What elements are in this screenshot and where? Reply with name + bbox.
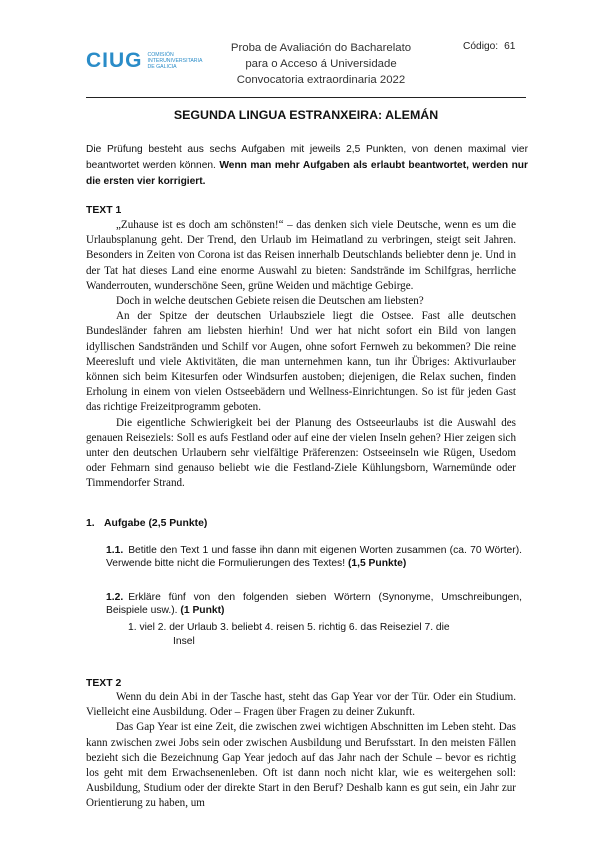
- subtask-points: (1 Punkt): [180, 605, 225, 616]
- instructions-text: Die Prüfung besteht aus sechs Aufgaben mit jeweils 2,5 Punkten, von denen maximal vier beantwortet werden können.: [86, 144, 528, 171]
- subtask-number: 1.2.: [106, 592, 124, 603]
- subtask-text: Erkläre fünf von den folgenden sieben Wörtern (Synonyme, Umschreibungen, Beispiele usw.).: [106, 592, 522, 616]
- task1-number: 1.: [86, 518, 95, 529]
- header-divider: [86, 97, 526, 98]
- subtask-points: (1,5 Punkte): [347, 558, 407, 569]
- task1-subtask-2: [106, 591, 522, 617]
- text2-heading: TEXT 2: [86, 678, 122, 689]
- exam-title-line: Convocatoria extraordinaria 2022: [236, 74, 406, 86]
- logo-subtitle: [148, 52, 210, 70]
- task1-title: Aufgabe (2,5 Punkte): [104, 518, 208, 529]
- logo-wordmark: CIUG: [86, 49, 143, 72]
- instructions-warning: Wenn man mehr Aufgaben als erlaubt beantwortet, werden nur die ersten vier korrigiert.: [86, 160, 528, 187]
- logo-subtitle-line: COMISIÓN: [147, 51, 174, 58]
- exam-code: [463, 41, 521, 52]
- instructions: [86, 142, 528, 190]
- logo-subtitle-line: INTERUNIVERSITARIA: [147, 57, 203, 64]
- task1-heading: [86, 518, 207, 529]
- exam-title-line: para o Acceso á Universidade: [245, 58, 397, 70]
- logo-subtitle-line: DE GALICIA: [147, 63, 177, 70]
- paragraph: Doch in welche deutschen Gebiete reisen die Deutschen am liebsten?: [116, 295, 424, 308]
- paragraph: An der Spitze der deutschen Urlaubsziele liegt die Ostsee. Fast alle deutschen Bundesländer fahren am liebsten hierhin! Und wer hat nicht sofort ein Bild von langen idyllischen Sandstränden und Schilf vor Augen, ohne sofort Fernweh zu bekommen? Die reine Meeresluft und viele Aktivitäten, die man unternehmen kann, tun ihr Übriges: Aktivurlauber können sich beim Kitesurfen oder Windsurfen austoben; diejenigen, die Relax suchen, finden Erholung in einem von vielen Ostseebädern und Wellness-Einrichtungen. So ist für jeden Gast das richtige Freizeitprogramm geboten.: [86, 310, 516, 414]
- exam-title: [226, 40, 416, 88]
- task1-subtask-1: [106, 544, 522, 570]
- vocabulary-list: [128, 621, 508, 648]
- ciug-logo: [86, 50, 210, 71]
- vocabulary-line: 1. viel 2. der Urlaub 3. beliebt 4. reisen 5. richtig 6. das Reiseziel 7. die: [128, 622, 450, 633]
- subtask-number: 1.1.: [106, 545, 124, 556]
- paragraph: „Zuhause ist es doch am schönsten!“ – das denken sich viele Deutsche, wenn es um die Urlaubsplanung geht. Der Trend, den Urlaub im Heimatland zu verbringen, steigt seit Jahren. Besonders in Zeiten von Corona ist das Reisen innerhalb Deutschlands beliebter denn je. Und in der Tat hat dieses Land eine enorme Auswahl zu bieten: Sandstrände im Schilfgras, herrliche Wanderrouten, wunderschöne Seen, grüne Weiden und mächtige Gebirge.: [86, 219, 516, 292]
- page-header: [0, 0, 600, 96]
- paragraph: Die eigentliche Schwierigkeit bei der Planung des Ostseeurlaubs ist die Auswahl des genauen Reiseziels: Soll es aufs Festland oder auf eine der vielen Inseln gehen? Hier zeigen sich unter den deutschen Urlaubern sehr vielfältige Präferenzen: Ostseeinseln wie Rügen, Usedom oder Fehmarn sind genauso beliebt wie die Festland-Ziele Kühlungsborn, Warnemünde oder Timmendorfer Strand.: [86, 416, 516, 490]
- exam-code-label: Código:: [463, 41, 499, 52]
- page-title: SEGUNDA LINGUA ESTRANXEIRA: ALEMÁN: [173, 108, 439, 122]
- exam-title-line: Proba de Avaliación do Bacharelato: [230, 42, 412, 54]
- paragraph: Das Gap Year ist eine Zeit, die zwischen zwei wichtigen Abschnitten im Leben steht. Das kann zwischen zwei Jobs sein oder zwischen Ausbildung und Berufsstart. In den meisten Fällen bezieht sich die Bezeichnung Gap Year jedoch auf das Jahr nach der Schule – bevor es richtig los geht mit dem Erwachsenenleben. Oft ist dann noch nicht klar, wie es weitergehen soll: Ausbildung, Studium oder der direkte Start in den Beruf? Deshalb kann es gut sein, ein Jahr zur Orientierung zu haben, um: [86, 721, 516, 810]
- paragraph: Wenn du dein Abi in der Tasche hast, steht das Gap Year vor der Tür. Oder ein Studium. Vielleicht eine Ausbildung. Oder – Fragen über Fragen zu deiner Zukunft.: [86, 691, 516, 719]
- text1-heading: TEXT 1: [86, 205, 122, 216]
- text2-body: [86, 690, 516, 812]
- subtask-text: Betitle den Text 1 und fasse ihn dann mit eigenen Worten zusammen (ca. 70 Wörter). Verwende bitte nicht die Formulierungen des Textes!: [106, 545, 522, 569]
- vocabulary-line: Insel: [173, 635, 195, 647]
- text1-body: [86, 218, 516, 492]
- exam-code-value: 61: [504, 41, 516, 52]
